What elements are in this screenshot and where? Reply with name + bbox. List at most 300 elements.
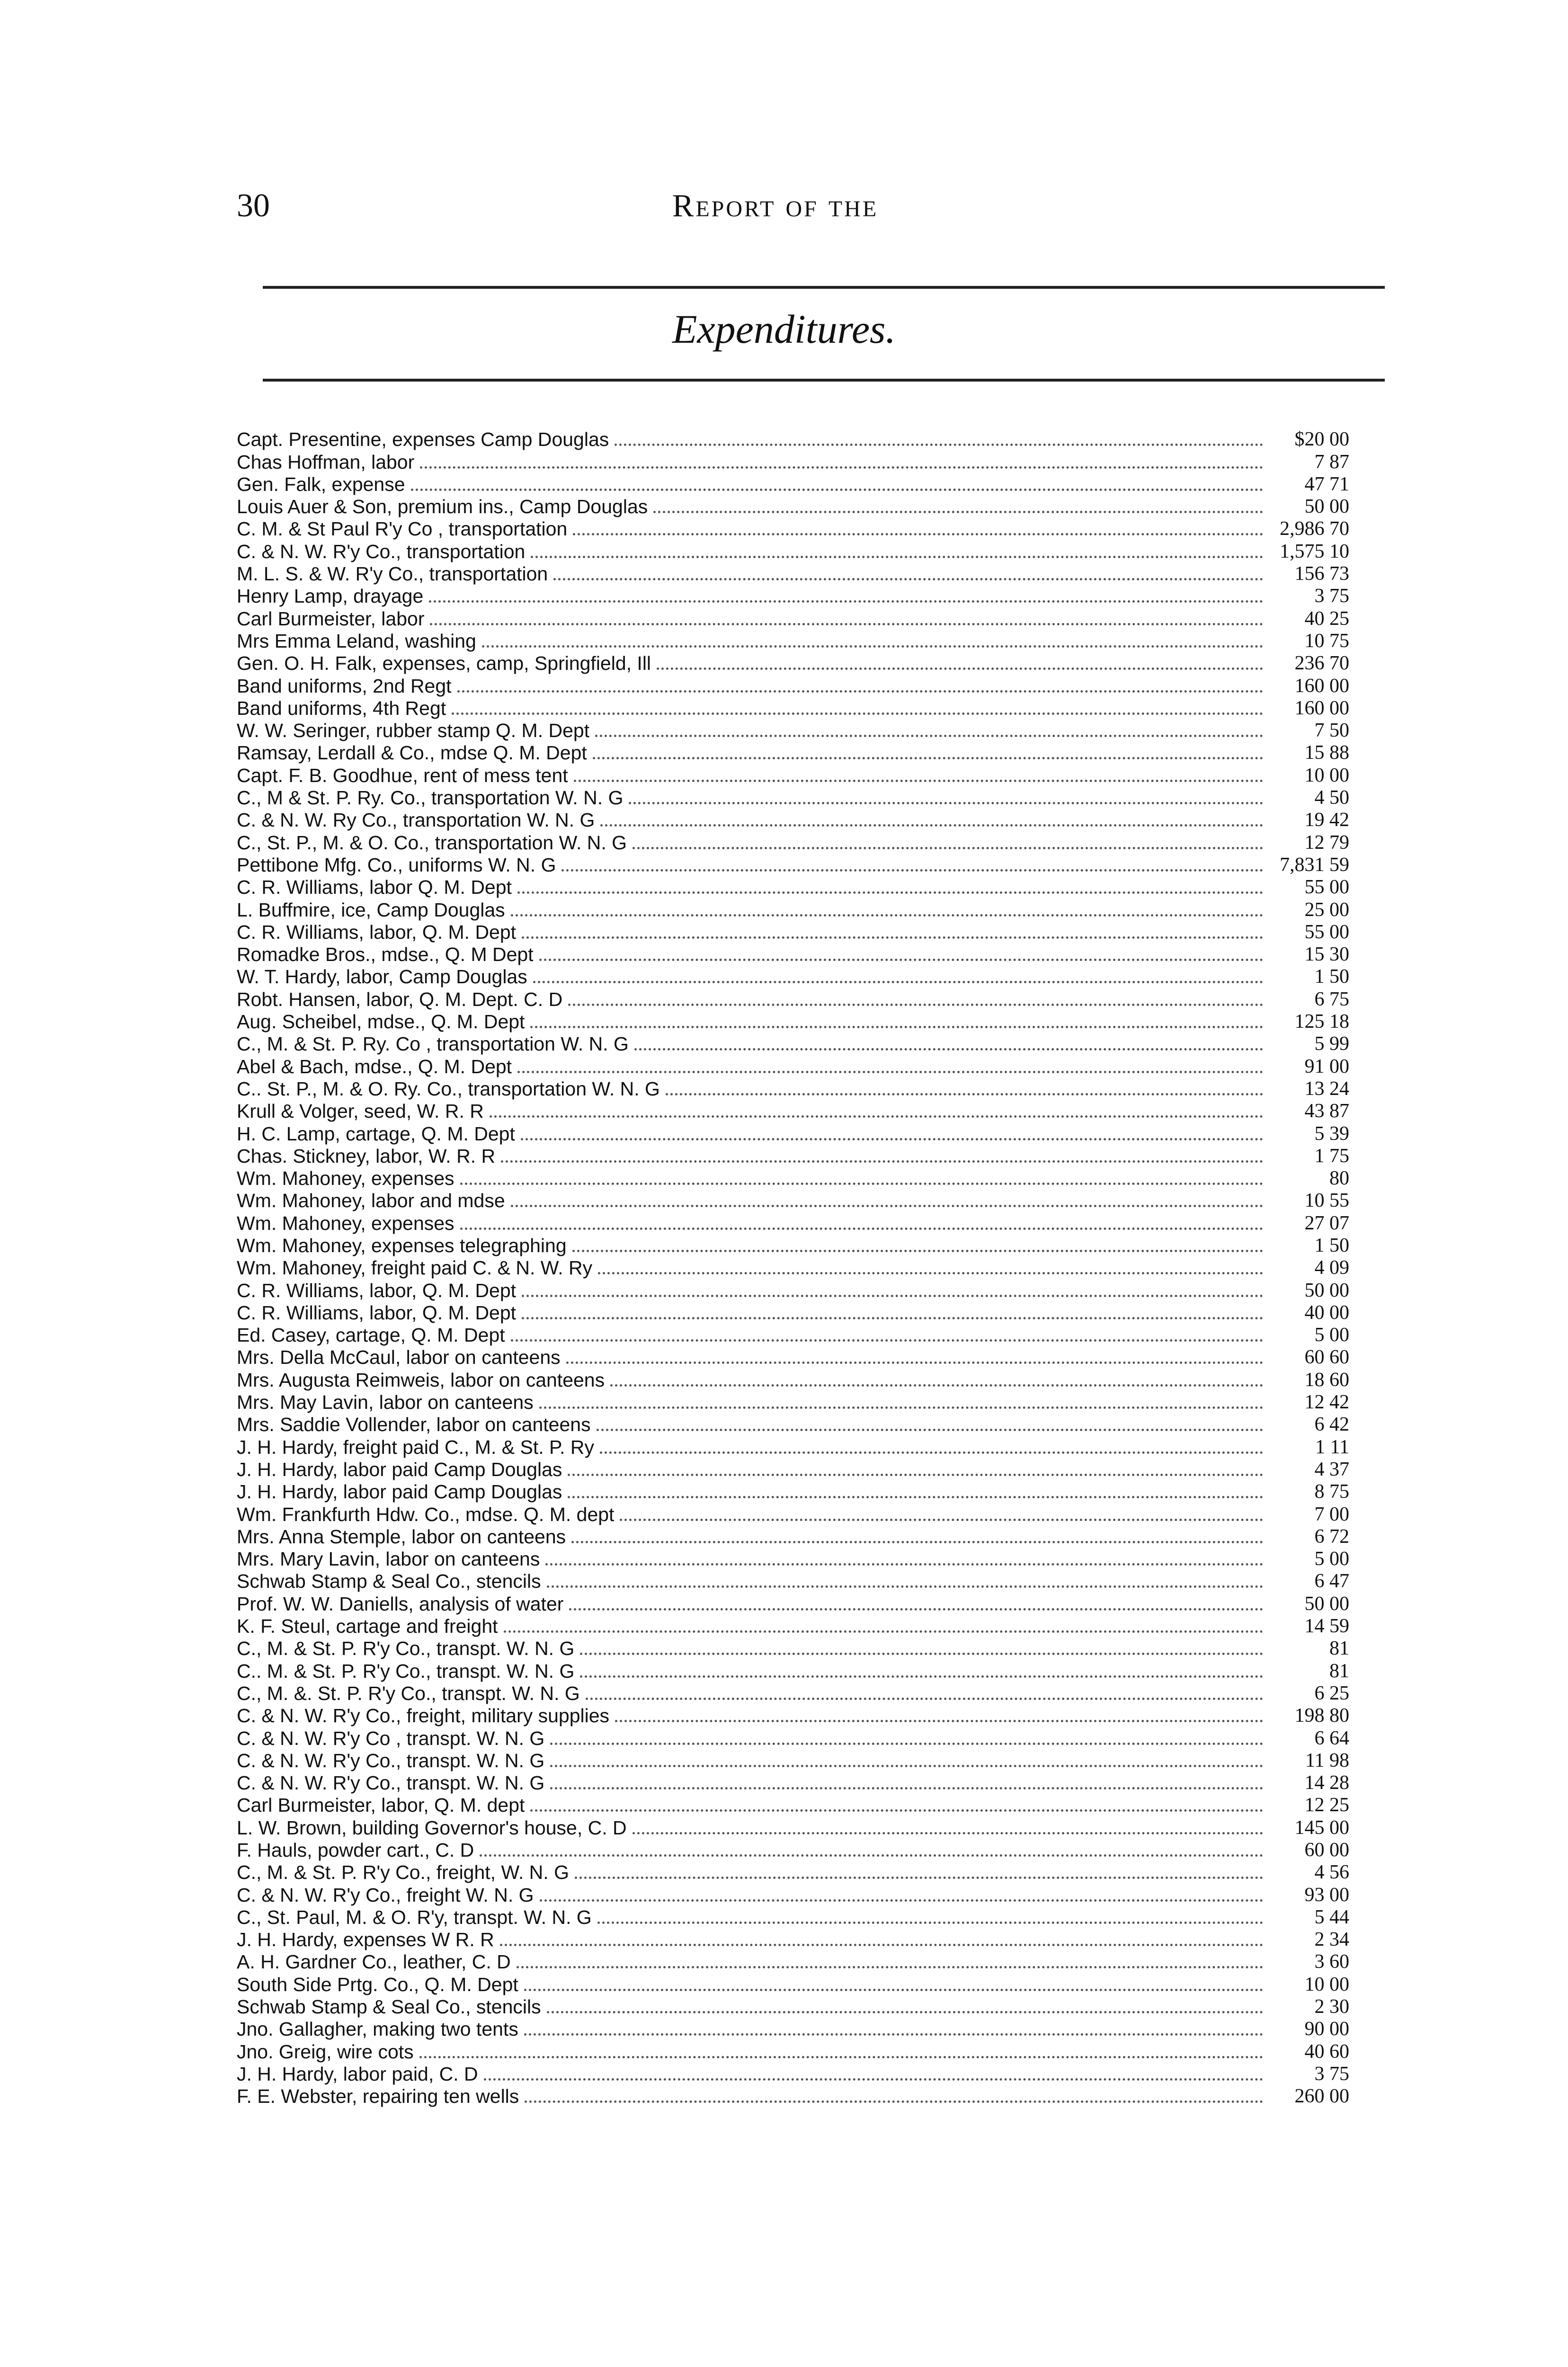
- ledger-description: Abel & Bach, mdse., Q. M. Dept: [237, 1055, 512, 1077]
- ledger-amount: 90 00: [1304, 2018, 1349, 2040]
- ledger-amount: 55 00: [1304, 876, 1349, 899]
- ledger-amount: 160 00: [1294, 697, 1349, 719]
- dot-leader: [539, 959, 1263, 961]
- dot-leader: [620, 1519, 1263, 1521]
- ledger-row: [237, 563, 1349, 585]
- dot-leader: [657, 667, 1263, 670]
- top-divider: [263, 286, 1385, 289]
- dot-leader: [629, 802, 1263, 804]
- dot-leader: [511, 1205, 1263, 1207]
- ledger-amount: 12 25: [1304, 1794, 1349, 1816]
- ledger-description: C., St. P., M. & O. Co., transportation W. N. G: [237, 831, 627, 854]
- dot-leader: [511, 1339, 1263, 1342]
- ledger-row: [237, 1682, 1349, 1705]
- ledger-row: [237, 1436, 1349, 1458]
- ledger-row: [237, 921, 1349, 943]
- ledger-row: [237, 966, 1349, 988]
- dot-leader: [553, 578, 1263, 580]
- ledger-description: Louis Auer & Son, premium ins., Camp Douglas: [237, 496, 648, 518]
- ledger-amount: 25 00: [1304, 899, 1349, 921]
- ledger-description: C.. M. & St. P. R'y Co., transpt. W. N. G: [237, 1660, 575, 1682]
- ledger-amount: 81: [1329, 1660, 1349, 1682]
- ledger-description: Aug. Scheibel, mdse., Q. M. Dept: [237, 1011, 525, 1033]
- ledger-row: [237, 1593, 1349, 1615]
- ledger-row: [237, 899, 1349, 921]
- dot-leader: [547, 2011, 1263, 2013]
- ledger-row: [237, 1033, 1349, 1055]
- ledger-description: Wm. Frankfurth Hdw. Co., mdse. Q. M. dept: [237, 1503, 615, 1525]
- page-number: 30: [237, 187, 270, 224]
- ledger-description: C. & N. W. R'y Co , transpt. W. N. G: [237, 1727, 545, 1749]
- ledger-amount: 15 30: [1304, 943, 1349, 966]
- ledger-amount: 47 71: [1304, 473, 1349, 495]
- ledger-description: W. W. Seringer, rubber stamp Q. M. Dept: [237, 720, 590, 742]
- dot-leader: [419, 2056, 1263, 2058]
- ledger-description: C., M. & St. P. R'y Co., transpt. W. N. G: [237, 1637, 575, 1660]
- ledger-amount: 19 42: [1304, 809, 1349, 831]
- dot-leader: [480, 1854, 1263, 1857]
- ledger-description: South Side Prtg. Co., Q. M. Dept: [237, 1973, 518, 1995]
- running-head: Report of the: [672, 187, 879, 223]
- ledger-amount: 55 00: [1304, 921, 1349, 943]
- ledger-description: Robt. Hansen, labor, Q. M. Dept. C. D: [237, 988, 563, 1010]
- ledger-row: [237, 1122, 1349, 1145]
- dot-leader: [517, 1071, 1263, 1073]
- ledger-amount: 60 00: [1304, 1839, 1349, 1861]
- ledger-amount: 18 60: [1304, 1369, 1349, 1391]
- ledger-row: [237, 1257, 1349, 1279]
- ledger-row: [237, 1727, 1349, 1749]
- ledger-description: J. H. Hardy, labor paid Camp Douglas: [237, 1481, 562, 1503]
- ledger-description: Mrs Emma Leland, washing: [237, 630, 476, 652]
- ledger-description: Mrs. May Lavin, labor on canteens: [237, 1391, 534, 1414]
- ledger-amount: 1 50: [1314, 966, 1349, 988]
- dot-leader: [653, 511, 1263, 513]
- ledger-amount: 12 42: [1304, 1391, 1349, 1414]
- ledger-row: [237, 1615, 1349, 1637]
- ledger-description: Jno. Greig, wire cots: [237, 2040, 414, 2063]
- dot-leader: [597, 1922, 1263, 1924]
- ledger-row: [237, 1705, 1349, 1727]
- ledger-row: [237, 876, 1349, 899]
- ledger-amount: 6 47: [1314, 1570, 1349, 1593]
- dot-leader: [666, 1093, 1263, 1095]
- dot-leader: [531, 556, 1263, 558]
- ledger-row: [237, 831, 1349, 854]
- ledger-row: [237, 1324, 1349, 1346]
- ledger-description: Ed. Casey, cartage, Q. M. Dept: [237, 1324, 505, 1346]
- ledger-description: Wm. Mahoney, labor and mdse: [237, 1190, 505, 1212]
- ledger-amount: 156 73: [1294, 563, 1349, 585]
- dot-leader: [430, 623, 1263, 625]
- ledger-description: C. & N. W. R'y Co., transpt. W. N. G: [237, 1772, 545, 1794]
- ledger-description: C., M. & St. P. Ry. Co , transportation W. N. G: [237, 1033, 629, 1055]
- ledger-description: K. F. Steul, cartage and freight: [237, 1615, 498, 1637]
- ledger-row: [237, 1861, 1349, 1884]
- ledger-row: [237, 473, 1349, 496]
- ledger-row: [237, 1884, 1349, 1906]
- dot-leader: [566, 1361, 1263, 1364]
- ledger-amount: 43 87: [1304, 1100, 1349, 1122]
- ledger-description: Gen. O. H. Falk, expenses, camp, Springfield, Ill: [237, 652, 651, 675]
- dot-leader: [571, 1541, 1263, 1543]
- ledger-description: C. M. & St Paul R'y Co , transportation: [237, 518, 568, 540]
- dot-leader: [593, 757, 1263, 759]
- dot-leader: [490, 1115, 1263, 1118]
- dot-leader: [482, 645, 1263, 648]
- dot-leader: [615, 444, 1263, 446]
- ledger-description: J. H. Hardy, labor paid, C. D: [237, 2063, 478, 2085]
- ledger-description: C., M. &. St. P. R'y Co., transpt. W. N. G: [237, 1682, 580, 1704]
- ledger-description: J. H. Hardy, labor paid Camp Douglas: [237, 1458, 562, 1480]
- dot-leader: [457, 690, 1263, 693]
- ledger-description: Pettibone Mfg. Co., uniforms W. N. G: [237, 854, 556, 876]
- ledger-amount: 2,986 70: [1280, 518, 1349, 540]
- ledger-amount: 5 39: [1314, 1122, 1349, 1145]
- ledger-row: [237, 988, 1349, 1010]
- dot-leader: [568, 1004, 1263, 1006]
- ledger-amount: 40 00: [1304, 1301, 1349, 1324]
- ledger-amount: 60 60: [1304, 1346, 1349, 1369]
- ledger-description: C., M & St. P. Ry. Co., transportation W. N. G: [237, 787, 624, 809]
- ledger-description: Chas. Stickney, labor, W. R. R: [237, 1145, 496, 1167]
- dot-leader: [573, 533, 1263, 535]
- ledger-amount: 7 87: [1314, 451, 1349, 473]
- ledger-description: C. & N. W. R'y Co., freight, military supplies: [237, 1705, 610, 1727]
- ledger-row: [237, 451, 1349, 473]
- ledger-amount: 4 56: [1314, 1861, 1349, 1884]
- ledger-row: [237, 1906, 1349, 1929]
- ledger-description: L. Buffmire, ice, Camp Douglas: [237, 899, 505, 921]
- section-title: Expenditures.: [672, 306, 896, 352]
- ledger-row: [237, 518, 1349, 540]
- ledger-row: [237, 1369, 1349, 1391]
- ledger-row: [237, 1078, 1349, 1100]
- dot-leader: [429, 600, 1263, 603]
- dot-leader: [517, 891, 1263, 894]
- ledger-amount: 10 55: [1304, 1190, 1349, 1212]
- ledger-description: Wm. Mahoney, expenses: [237, 1212, 454, 1234]
- ledger-row: [237, 1951, 1349, 1973]
- dot-leader: [460, 1228, 1263, 1230]
- ledger-amount: 5 99: [1314, 1033, 1349, 1055]
- dot-leader: [610, 1384, 1263, 1387]
- ledger-description: W. T. Hardy, labor, Camp Douglas: [237, 966, 527, 988]
- ledger-amount: 91 00: [1304, 1055, 1349, 1077]
- ledger-description: Prof. W. W. Daniells, analysis of water: [237, 1593, 564, 1615]
- ledger-row: [237, 1772, 1349, 1794]
- ledger-row: [237, 1459, 1349, 1481]
- ledger-description: H. C. Lamp, cartage, Q. M. Dept: [237, 1122, 515, 1145]
- ledger-description: Mrs. Anna Stemple, labor on canteens: [237, 1525, 566, 1548]
- ledger-description: Wm. Mahoney, freight paid C. & N. W. Ry: [237, 1257, 593, 1279]
- ledger-row: [237, 496, 1349, 518]
- dot-leader: [484, 2078, 1263, 2081]
- ledger-amount: 1 11: [1315, 1436, 1349, 1458]
- dot-leader: [530, 1809, 1263, 1812]
- ledger-row: [237, 764, 1349, 786]
- ledger-description: C. & N. W. R'y Co., freight W. N. G: [237, 1884, 534, 1906]
- ledger-row: [237, 1235, 1349, 1257]
- ledger-row: [237, 1145, 1349, 1167]
- dot-leader: [633, 1832, 1263, 1834]
- ledger-description: A. H. Gardner Co., leather, C. D: [237, 1951, 511, 1973]
- ledger-description: Schwab Stamp & Seal Co., stencils: [237, 1996, 541, 2018]
- ledger-amount: 11 98: [1305, 1749, 1349, 1771]
- ledger-amount: 1 50: [1314, 1234, 1349, 1256]
- ledger-description: C. R. Williams, labor, Q. M. Dept: [237, 1301, 517, 1324]
- dot-leader: [574, 780, 1263, 782]
- ledger-amount: 160 00: [1294, 675, 1349, 697]
- ledger-row: [237, 1302, 1349, 1324]
- ledger-row: [237, 652, 1349, 675]
- dot-leader: [633, 847, 1263, 849]
- dot-leader: [568, 1474, 1263, 1476]
- dot-leader: [524, 1989, 1263, 1991]
- ledger-amount: 80: [1329, 1167, 1349, 1190]
- ledger-amount: 2 30: [1314, 1996, 1349, 2018]
- dot-leader: [522, 1317, 1263, 1319]
- dot-leader: [568, 1496, 1263, 1498]
- ledger-amount: 40 25: [1304, 607, 1349, 630]
- ledger-amount: 5 44: [1314, 1906, 1349, 1928]
- ledger-amount: 260 00: [1294, 2085, 1349, 2108]
- ledger-amount: 50 00: [1304, 1279, 1349, 1301]
- ledger-description: Band uniforms, 4th Regt: [237, 697, 446, 719]
- ledger-description: Mrs. Saddie Vollender, labor on canteens: [237, 1414, 591, 1436]
- ledger-description: Romadke Bros., mdse., Q. M Dept: [237, 943, 534, 966]
- dot-leader: [545, 1563, 1263, 1566]
- ledger-row: [237, 1190, 1349, 1212]
- dot-leader: [550, 1765, 1263, 1767]
- ledger-amount: 14 59: [1304, 1615, 1349, 1637]
- ledger-row: [237, 1637, 1349, 1660]
- ledger-row: [237, 742, 1349, 764]
- ledger-description: Schwab Stamp & Seal Co., stencils: [237, 1570, 541, 1593]
- ledger-amount: 50 00: [1304, 496, 1349, 518]
- ledger-row: [237, 787, 1349, 809]
- ledger-description: Wm. Mahoney, expenses telegraphing: [237, 1234, 567, 1256]
- ledger-amount: 10 75: [1304, 630, 1349, 652]
- dot-leader: [517, 1966, 1263, 1968]
- dot-leader: [540, 1899, 1264, 1902]
- ledger-amount: 10 00: [1304, 1973, 1349, 1995]
- dot-leader: [452, 712, 1263, 715]
- ledger-description: C. R. Williams, labor, Q. M. Dept: [237, 1279, 517, 1301]
- ledger-row: [237, 1279, 1349, 1301]
- dot-leader: [522, 1295, 1263, 1297]
- ledger-amount: 145 00: [1294, 1816, 1349, 1839]
- ledger-row: [237, 697, 1349, 720]
- ledger-amount: 5 00: [1314, 1324, 1349, 1346]
- ledger-amount: 5 00: [1314, 1548, 1349, 1570]
- dot-leader: [411, 489, 1263, 491]
- ledger-row: [237, 1570, 1349, 1593]
- dot-leader: [522, 936, 1263, 939]
- ledger-description: Mrs. Della McCaul, labor on canteens: [237, 1346, 561, 1369]
- ledger-row: [237, 1794, 1349, 1816]
- ledger-description: Henry Lamp, drayage: [237, 585, 424, 607]
- ledger-description: Krull & Volger, seed, W. R. R: [237, 1100, 484, 1122]
- ledger-description: C. R. Williams, labor, Q. M. Dept: [237, 921, 517, 943]
- ledger-row: [237, 675, 1349, 697]
- ledger-description: M. L. S. & W. R'y Co., transportation: [237, 563, 548, 585]
- ledger-amount: 8 75: [1314, 1481, 1349, 1503]
- ledger-row: [237, 540, 1349, 562]
- ledger-description: Capt. Presentine, expenses Camp Douglas: [237, 428, 609, 451]
- ledger-row: [237, 1011, 1349, 1033]
- dot-leader: [539, 1406, 1263, 1409]
- dot-leader: [600, 1451, 1263, 1454]
- dot-leader: [501, 1160, 1263, 1163]
- dot-leader: [600, 824, 1263, 827]
- ledger-description: J. H. Hardy, freight paid C., M. & St. P. Ry: [237, 1436, 594, 1458]
- ledger-description: C. & N. W. Ry Co., transportation W. N. G: [237, 809, 595, 831]
- ledger-amount: 3 75: [1314, 2063, 1349, 2085]
- dot-leader: [525, 2100, 1263, 2103]
- ledger-amount: 198 80: [1294, 1705, 1349, 1727]
- ledger-row: [237, 1055, 1349, 1077]
- dot-leader: [521, 1138, 1263, 1140]
- ledger-amount: 14 28: [1304, 1772, 1349, 1794]
- dot-leader: [530, 1026, 1263, 1028]
- dot-leader: [634, 1048, 1263, 1050]
- ledger-amount: 6 42: [1314, 1414, 1349, 1436]
- ledger-amount: $20 00: [1294, 428, 1349, 451]
- expenditure-list: [237, 428, 1349, 2108]
- ledger-row: [237, 854, 1349, 876]
- ledger-description: C. & N. W. R'y Co., transpt. W. N. G: [237, 1749, 545, 1771]
- dot-leader: [575, 1877, 1263, 1879]
- ledger-amount: 10 00: [1304, 764, 1349, 786]
- dot-leader: [597, 1429, 1263, 1431]
- ledger-description: C.. St. P., M. & O. Ry. Co., transportation W. N. G: [237, 1077, 660, 1100]
- dot-leader: [420, 466, 1263, 469]
- ledger-row: [237, 1750, 1349, 1772]
- ledger-row: [237, 1973, 1349, 1995]
- ledger-row: [237, 630, 1349, 652]
- ledger-amount: 1,575 10: [1280, 540, 1349, 562]
- ledger-amount: 12 79: [1304, 831, 1349, 854]
- dot-leader: [550, 1743, 1263, 1745]
- ledger-row: [237, 1548, 1349, 1570]
- ledger-row: [237, 1929, 1349, 1951]
- ledger-amount: 7,831 59: [1280, 854, 1349, 876]
- ledger-amount: 81: [1329, 1637, 1349, 1660]
- ledger-description: Wm. Mahoney, expenses: [237, 1167, 454, 1190]
- dot-leader: [504, 1630, 1263, 1633]
- ledger-row: [237, 1503, 1349, 1525]
- dot-leader: [572, 1250, 1263, 1252]
- ledger-amount: 6 64: [1314, 1727, 1349, 1749]
- ledger-description: C. R. Williams, labor Q. M. Dept: [237, 876, 512, 899]
- ledger-description: Capt. F. B. Goodhue, rent of mess tent: [237, 764, 568, 786]
- dot-leader: [595, 735, 1263, 737]
- dot-leader: [569, 1608, 1263, 1611]
- ledger-row: [237, 1526, 1349, 1548]
- ledger-row: [237, 2040, 1349, 2063]
- dot-leader: [580, 1675, 1263, 1678]
- ledger-row: [237, 1167, 1349, 1190]
- ledger-row: [237, 1391, 1349, 1414]
- ledger-amount: 7 00: [1314, 1503, 1349, 1525]
- dot-leader: [586, 1698, 1263, 1700]
- ledger-amount: 7 50: [1314, 720, 1349, 742]
- ledger-amount: 3 75: [1314, 585, 1349, 607]
- dot-leader: [533, 981, 1263, 983]
- ledger-row: [237, 943, 1349, 966]
- ledger-amount: 4 50: [1314, 787, 1349, 809]
- ledger-amount: 236 70: [1294, 652, 1349, 675]
- ledger-amount: 6 72: [1314, 1525, 1349, 1548]
- ledger-description: Carl Burmeister, labor, Q. M. dept: [237, 1794, 525, 1816]
- ledger-amount: 1 75: [1314, 1145, 1349, 1167]
- dot-leader: [550, 1787, 1263, 1789]
- ledger-amount: 50 00: [1304, 1593, 1349, 1615]
- dot-leader: [500, 1944, 1263, 1946]
- ledger-amount: 15 88: [1304, 742, 1349, 764]
- ledger-amount: 4 37: [1314, 1458, 1349, 1480]
- dot-leader: [460, 1183, 1263, 1185]
- ledger-description: Chas Hoffman, labor: [237, 451, 415, 473]
- ledger-amount: 125 18: [1294, 1011, 1349, 1033]
- ledger-amount: 6 25: [1314, 1682, 1349, 1704]
- ledger-row: [237, 1660, 1349, 1682]
- ledger-row: [237, 809, 1349, 831]
- ledger-row: [237, 1346, 1349, 1369]
- ledger-description: F. E. Webster, repairing ten wells: [237, 2085, 519, 2108]
- ledger-description: Band uniforms, 2nd Regt: [237, 675, 452, 697]
- dot-leader: [511, 914, 1263, 917]
- ledger-amount: 3 60: [1314, 1951, 1349, 1973]
- ledger-description: Jno. Gallagher, making two tents: [237, 2018, 518, 2040]
- ledger-description: L. W. Brown, building Governor's house, C. D: [237, 1816, 627, 1839]
- ledger-row: [237, 2085, 1349, 2108]
- dot-leader: [615, 1720, 1263, 1722]
- ledger-description: Gen. Falk, expense: [237, 473, 405, 495]
- ledger-description: J. H. Hardy, expenses W R. R: [237, 1929, 494, 1951]
- ledger-amount: 13 24: [1304, 1077, 1349, 1100]
- dot-leader: [561, 869, 1263, 872]
- ledger-row: [237, 1839, 1349, 1861]
- ledger-row: [237, 2063, 1349, 2085]
- ledger-amount: 27 07: [1304, 1212, 1349, 1234]
- ledger-row: [237, 1100, 1349, 1122]
- ledger-amount: 40 60: [1304, 2040, 1349, 2063]
- ledger-description: Mrs. Mary Lavin, labor on canteens: [237, 1548, 540, 1570]
- ledger-description: C. & N. W. R'y Co., transportation: [237, 540, 526, 562]
- ledger-description: Mrs. Augusta Reimweis, labor on canteens: [237, 1369, 605, 1391]
- ledger-description: Ramsay, Lerdall & Co., mdse Q. M. Dept: [237, 742, 587, 764]
- bottom-divider: [263, 379, 1385, 382]
- ledger-row: [237, 720, 1349, 742]
- ledger-row: [237, 428, 1349, 451]
- ledger-row: [237, 1816, 1349, 1839]
- dot-leader: [598, 1272, 1263, 1274]
- dot-leader: [524, 2033, 1263, 2036]
- ledger-row: [237, 1212, 1349, 1234]
- ledger-description: C., M. & St. P. R'y Co., freight, W. N. G: [237, 1861, 569, 1884]
- ledger-amount: 93 00: [1304, 1884, 1349, 1906]
- ledger-row: [237, 1481, 1349, 1503]
- ledger-row: [237, 607, 1349, 630]
- ledger-row: [237, 1414, 1349, 1436]
- ledger-amount: 6 75: [1314, 988, 1349, 1010]
- ledger-amount: 2 34: [1314, 1929, 1349, 1951]
- dot-leader: [547, 1585, 1263, 1588]
- ledger-row: [237, 585, 1349, 607]
- ledger-description: F. Hauls, powder cart., C. D: [237, 1839, 474, 1861]
